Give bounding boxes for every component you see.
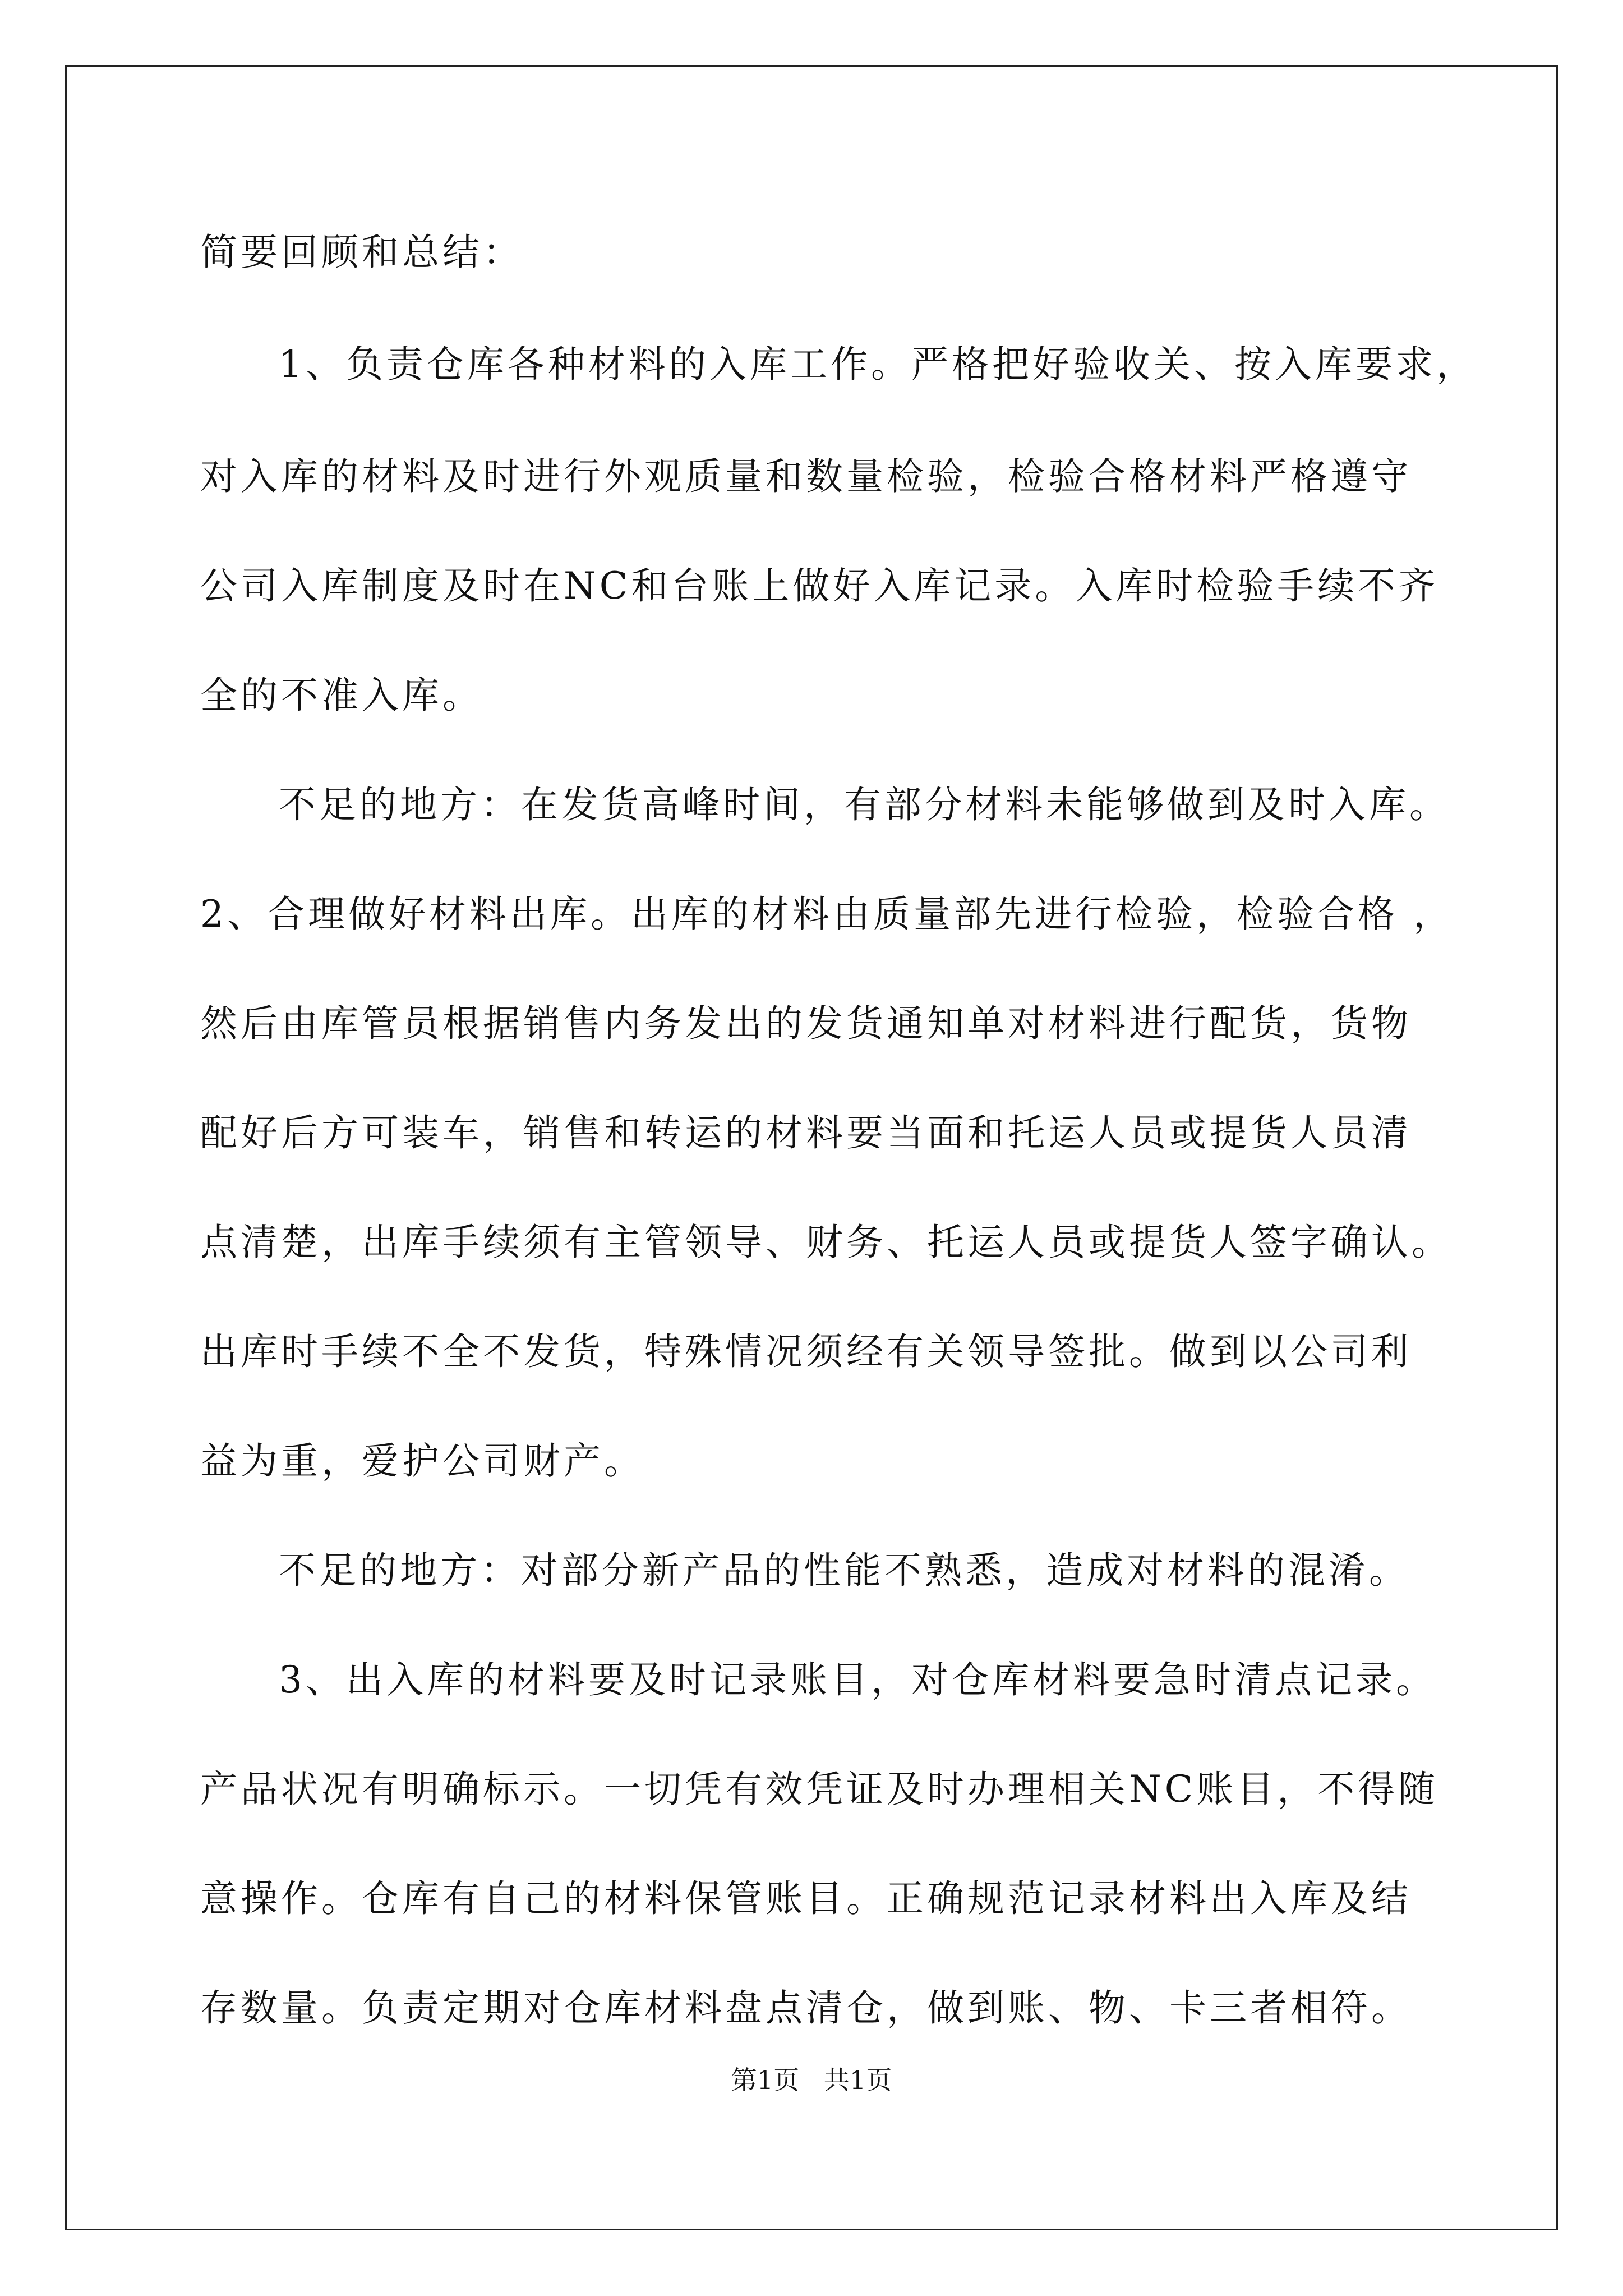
- paragraph-line: 点清楚，出库手续须有主管领导、财务、托运人员或提货人签字确认。: [200, 1221, 1452, 1264]
- paragraph-line: 存数量。负责定期对仓库材料盘点清仓，做到账、物、卡三者相符。: [200, 1986, 1412, 2030]
- paragraph-line: 配好后方可装车，销售和转运的材料要当面和托运人员或提货人员清: [200, 1111, 1412, 1154]
- paragraph-line: 1、负责仓库各种材料的入库工作。严格把好验收关、按入库要求，: [279, 343, 1477, 386]
- paragraph-line: 益为重，爱护公司财产。: [200, 1439, 644, 1483]
- page-footer: 第1页 共1页: [731, 2065, 892, 2095]
- paragraph-line: 全的不准入库。: [200, 674, 483, 717]
- paragraph-line: 不足的地方：对部分新产品的性能不熟悉，造成对材料的混淆。: [279, 1549, 1409, 1592]
- paragraph-line: 然后由库管员根据销售内务发出的发货通知单对材料进行配货，货物: [200, 1002, 1412, 1045]
- paragraph-line: 对入库的材料及时进行外观质量和数量检验，检验合格材料严格遵守: [200, 455, 1412, 498]
- paragraph-line: 公司入库制度及时在NC和台账上做好入库记录。入库时检验手续不齐: [200, 564, 1439, 608]
- intro-line: 简要回顾和总结：: [200, 231, 523, 274]
- paragraph-line: 3、出入库的材料要及时记录账目，对仓库材料要急时清点记录。: [279, 1658, 1436, 1701]
- paragraph-line: 出库时手续不全不发货，特殊情况须经有关领导签批。做到以公司利: [200, 1330, 1412, 1373]
- paragraph-line: 不足的地方：在发货高峰时间，有部分材料未能够做到及时入库。: [279, 783, 1450, 826]
- paragraph-line: 2、合理做好材料出库。出库的材料由质量部先进行检验，检验合格 ，: [200, 892, 1454, 936]
- paragraph-line: 意操作。仓库有自己的材料保管账目。正确规范记录材料出入库及结: [200, 1877, 1412, 1920]
- paragraph-line: 产品状况有明确标示。一切凭有效凭证及时办理相关NC账目，不得随: [200, 1768, 1439, 1811]
